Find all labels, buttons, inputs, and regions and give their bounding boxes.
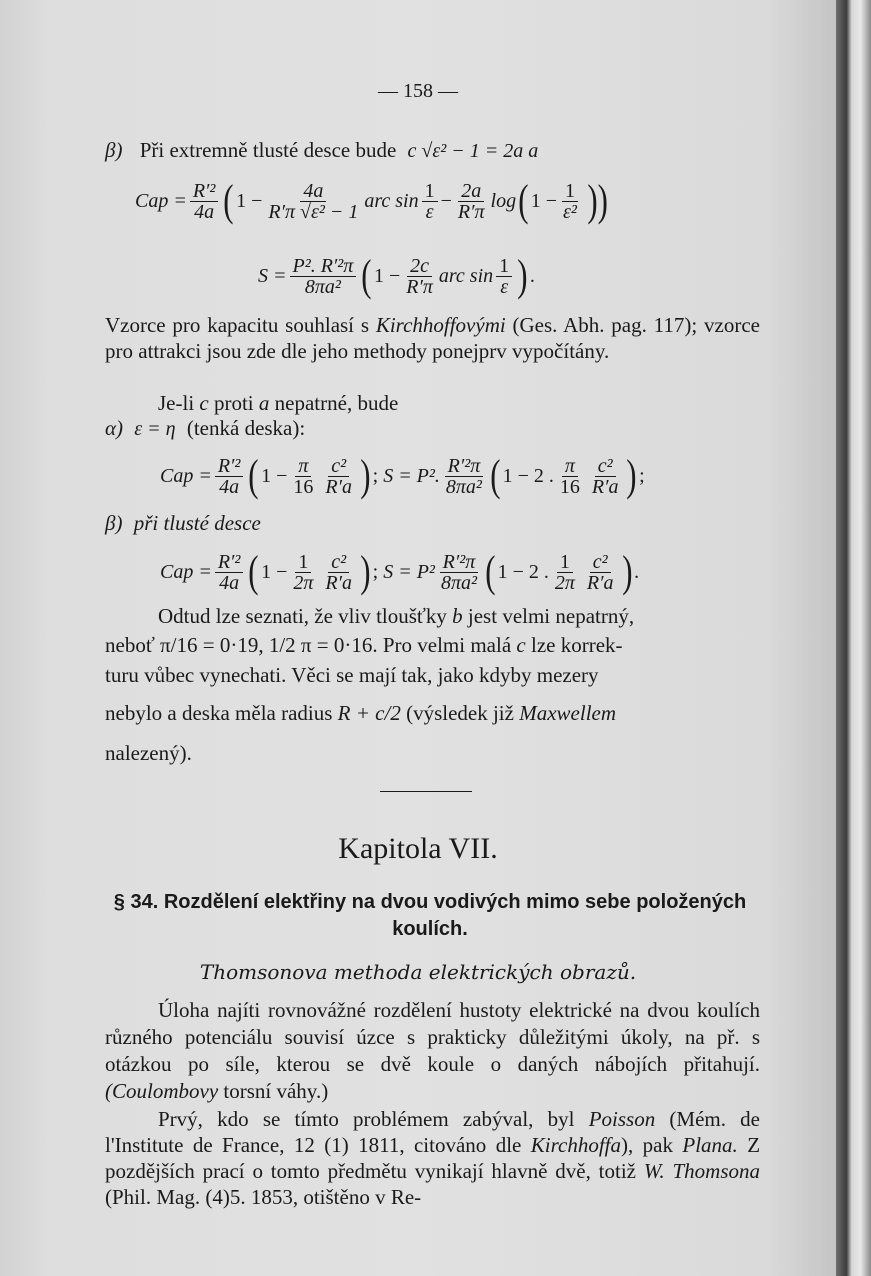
equation-beta: Cap = $\frac{\text{R′²}}{4a}$ ( 1 − $\frac{1}{2\pi}$ $\frac{\text{c²}}{R'a}$ ) ; S = P² $\frac{\text{R′²π}}{\text{8πa²}}$ ( 1 − 2 . $\frac{1}{2\pi}$ $\frac{\text{c²}}{R'a}$ ) . bbox=[160, 547, 640, 596]
paragraph-history: Prvý, kdo se tímto problémem zabýval, byl Poisson (Mém. de l'Institute de France, 12 (1) 1811, citováno dle Kirchhoffa), pak Plana. Z pozdějších prací o tomto předmětu vynikají hlavně dvě, totiž W. Thomsona (Phil. Mag. (4)5. 1853, otištěno v Re- bbox=[105, 1107, 761, 1209]
page-number: — 158 — bbox=[378, 80, 458, 102]
maxwell-name: Maxwellem bbox=[519, 701, 617, 725]
radius-formula: R + c/2 bbox=[337, 701, 401, 725]
paragraph-problem: Úloha najíti rovnovážné rozdělení hustoty elektrické na dvou koulích různého potenciálu souvisí úzce s prakticky důležitými úkoly, na př. s otázkou po síle, kterou se dvě koule o daných nábojích přitahují. (Coulombovy torsní váhy.) bbox=[105, 998, 760, 1103]
chapter-heading: Kapitola VII. bbox=[338, 832, 498, 865]
para3-line2: neboť π/16 = 0·19, 1/2 π = 0·16. Pro velmi malá c lze korrek- bbox=[105, 633, 623, 657]
beta-label: β) bbox=[105, 138, 123, 162]
equation-cap-thick: Cap = $\frac{\text{R′²}}{4a}$ ( 1 − $\frac{4a}{\text{R′π √ε² − 1}}$ arc sin $\frac{1}{\varepsilon}$ − $\frac{2a}{R'\pi}$ log ( 1 − $\frac{1}{\text{ε²}}$ )) bbox=[135, 176, 608, 225]
section-number: 34. bbox=[130, 891, 159, 913]
kirchhoff-name: Kirchhoffovými bbox=[375, 313, 506, 337]
alpha-line: α) ε = η (tenká deska): bbox=[105, 416, 306, 440]
para3-line3: turu vůbec vynechati. Věci se mají tak, jako kdyby mezery bbox=[105, 663, 599, 687]
beta-intro-line bbox=[105, 137, 538, 164]
section-title: Rozdělení elektřiny na dvou vodivých mimo sebe položených koulích. bbox=[163, 891, 747, 940]
beta-intro-text: Při extremně tlusté desce bude bbox=[139, 138, 397, 162]
section-symbol: § bbox=[113, 891, 125, 913]
alpha-label: α) bbox=[105, 416, 124, 440]
equation-s-thick: S = $\frac{\text{P². R′²π}}{\text{8πa²}}$ ( 1 − $\frac{2c}{R'\pi}$ arc sin $\frac{1}{\varepsilon}$ ) . bbox=[258, 251, 535, 300]
section-divider bbox=[380, 791, 472, 792]
beta-intro-formula: c √ε² − 1 = 2a a bbox=[407, 140, 539, 162]
beta-thick-line: β) při tlusté desce bbox=[105, 511, 261, 535]
paragraph-small-c: Je-li c proti a nepatrné, bude bbox=[158, 391, 399, 415]
section-heading bbox=[100, 889, 760, 943]
para3-line4: nebylo a deska měla radius R + c/2 (výsledek již Maxwellem bbox=[105, 701, 617, 725]
para3-line5: nalezený). bbox=[105, 741, 192, 765]
para3-line1: Odtud lze seznati, že vliv tloušťky b jest velmi nepatrný, bbox=[158, 604, 635, 628]
book-edge bbox=[836, 0, 871, 1276]
subsection-title: Thomsonova methoda elektrických obrazů. bbox=[199, 960, 637, 984]
paragraph-capacity: Vzorce pro kapacitu souhlasí s Kirchhoffovými (Ges. Abh. pag. 117); vzorce pro attrakci jsou zde dle jeho methody ponejprv vypočítány. bbox=[105, 313, 760, 363]
equation-alpha: Cap = $\frac{\text{R′²}}{4a}$ ( 1 − $\frac{\pi}{16}$ $\frac{\text{c²}}{R'a}$ ) ; S = P². $\frac{\text{R′²π}}{\text{8πa²}}$ ( 1 − 2 . $\frac{\pi}{16}$ $\frac{\text{c²}}{R'a}$ ) ; bbox=[160, 451, 645, 500]
